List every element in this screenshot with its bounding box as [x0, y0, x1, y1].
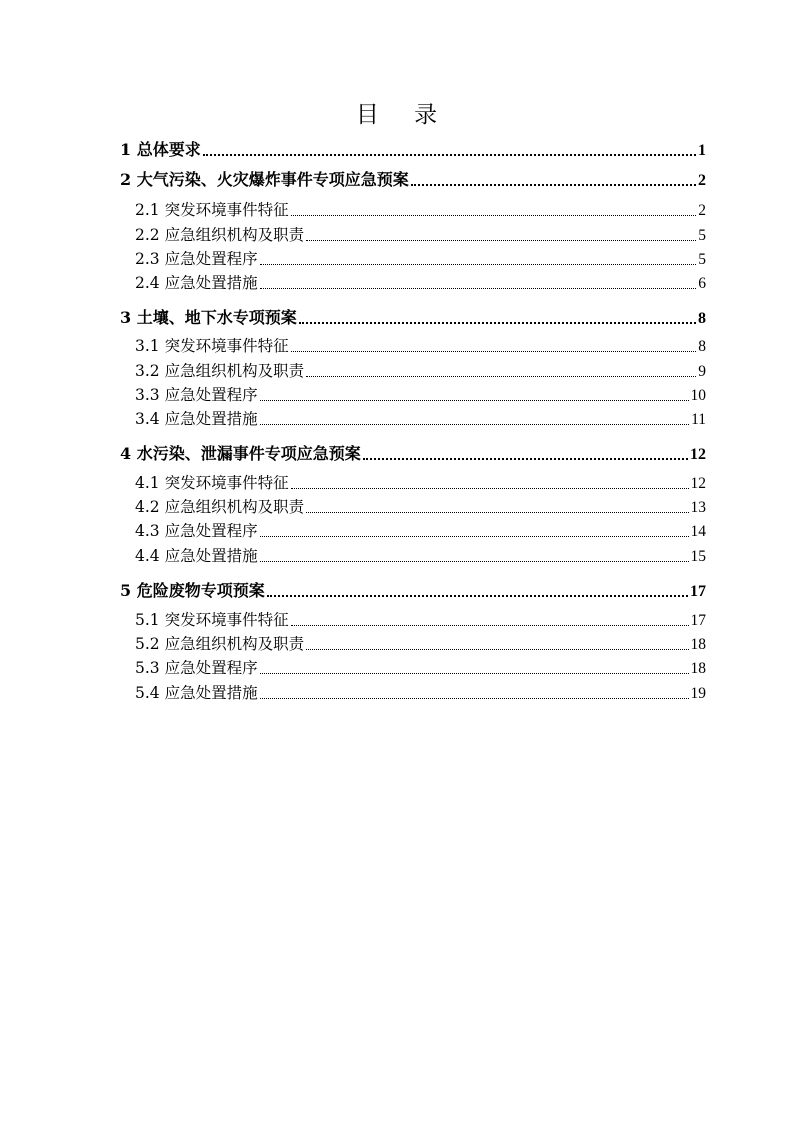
toc-page-number: 5	[698, 251, 706, 268]
dot-leader	[306, 646, 688, 650]
dot-leader	[260, 397, 689, 401]
toc-entry-title: 4.1 突发环境事件特征	[135, 474, 289, 492]
toc-page-number: 17	[690, 612, 706, 629]
toc-entry-title: 2.4 应急处置措施	[135, 274, 258, 292]
toc-entry-title: 2 大气污染、火灾爆炸事件专项应急预案	[120, 170, 409, 189]
dot-leader	[260, 261, 697, 265]
dot-leader	[291, 485, 689, 489]
dot-leader	[299, 319, 696, 324]
toc-entry-title: 1 总体要求	[120, 140, 201, 159]
toc-entry-title: 3.1 突发环境事件特征	[135, 337, 289, 355]
toc-page-number: 18	[690, 636, 706, 653]
dot-leader	[260, 533, 689, 537]
page-title: 目 录	[355, 102, 452, 128]
toc-section-entry[interactable]	[135, 658, 706, 678]
dot-leader	[260, 695, 689, 699]
toc-section-entry[interactable]	[135, 225, 706, 245]
toc-section-entry[interactable]	[135, 336, 706, 356]
toc-entry-title: 3 土壤、地下水专项预案	[120, 308, 297, 327]
dot-leader	[260, 421, 689, 425]
toc-page-number: 15	[690, 548, 706, 565]
dot-leader	[411, 181, 696, 186]
toc-section-entry[interactable]	[135, 409, 706, 429]
toc-chapter-entry[interactable]	[120, 138, 706, 160]
toc-page-number: 6	[698, 275, 706, 292]
toc-section-entry[interactable]	[135, 385, 706, 405]
toc-entry-title: 3.4 应急处置措施	[135, 410, 258, 428]
toc-entry-title: 3.3 应急处置程序	[135, 386, 258, 404]
dot-leader	[306, 373, 696, 377]
toc-section-entry[interactable]	[135, 473, 706, 493]
toc-page-number: 8	[698, 310, 706, 327]
toc-entry-title: 5.2 应急组织机构及职责	[135, 635, 305, 653]
toc-page-number: 12	[690, 475, 706, 492]
dot-leader	[306, 509, 688, 513]
toc-section-entry[interactable]	[135, 546, 706, 566]
toc-entry-title: 2.1 突发环境事件特征	[135, 201, 289, 219]
toc-chapter-entry[interactable]	[120, 168, 706, 190]
toc-section-entry[interactable]	[135, 249, 706, 269]
dot-leader	[260, 285, 697, 289]
toc-entry-title: 4 水污染、泄漏事件专项应急预案	[120, 444, 361, 463]
dot-leader	[267, 592, 688, 597]
dot-leader	[291, 622, 689, 626]
toc-page-number: 10	[690, 387, 706, 404]
dot-leader	[363, 455, 688, 460]
toc-entry-title: 2.3 应急处置程序	[135, 250, 258, 268]
toc-section-entry[interactable]	[135, 683, 706, 703]
toc-section-entry[interactable]	[135, 497, 706, 517]
toc-entry-title: 5.4 应急处置措施	[135, 684, 258, 702]
toc-entry-title: 5.3 应急处置程序	[135, 659, 258, 677]
toc-section-entry[interactable]	[135, 634, 706, 654]
toc-page-number: 2	[698, 172, 706, 189]
toc-page-number: 11	[691, 411, 706, 428]
toc-page-number: 1	[698, 142, 706, 159]
toc-chapter-entry[interactable]	[120, 442, 706, 464]
dot-leader	[260, 558, 689, 562]
toc-entry-title: 2.2 应急组织机构及职责	[135, 226, 305, 244]
toc-entry-title: 4.4 应急处置措施	[135, 547, 258, 565]
toc-entry-title: 5 危险废物专项预案	[120, 581, 265, 600]
toc-page-number: 8	[698, 338, 706, 355]
toc-entry-title: 4.3 应急处置程序	[135, 522, 258, 540]
toc-entry-title: 5.1 突发环境事件特征	[135, 611, 289, 629]
toc-chapter-entry[interactable]	[120, 579, 706, 601]
toc-section-entry[interactable]	[135, 521, 706, 541]
dot-leader	[291, 212, 697, 216]
toc-chapter-entry[interactable]	[120, 306, 706, 328]
dot-leader	[203, 151, 696, 156]
toc-page-number: 12	[690, 446, 706, 463]
toc-section-entry[interactable]	[135, 361, 706, 381]
toc-page-number: 13	[690, 499, 706, 516]
toc-section-entry[interactable]	[135, 200, 706, 220]
toc-page-number: 5	[698, 227, 706, 244]
toc-entry-title: 3.2 应急组织机构及职责	[135, 362, 305, 380]
toc-section-entry[interactable]	[135, 610, 706, 630]
dot-leader	[291, 348, 697, 352]
toc-page-number: 2	[698, 202, 706, 219]
dot-leader	[260, 670, 689, 674]
toc-section-entry[interactable]	[135, 273, 706, 293]
toc-page-number: 14	[690, 523, 706, 540]
toc-page-number: 18	[690, 660, 706, 677]
toc-entry-title: 4.2 应急组织机构及职责	[135, 498, 305, 516]
toc-page-number: 17	[690, 583, 706, 600]
toc-page-number: 9	[698, 363, 706, 380]
dot-leader	[306, 237, 696, 241]
toc-page-number: 19	[690, 685, 706, 702]
